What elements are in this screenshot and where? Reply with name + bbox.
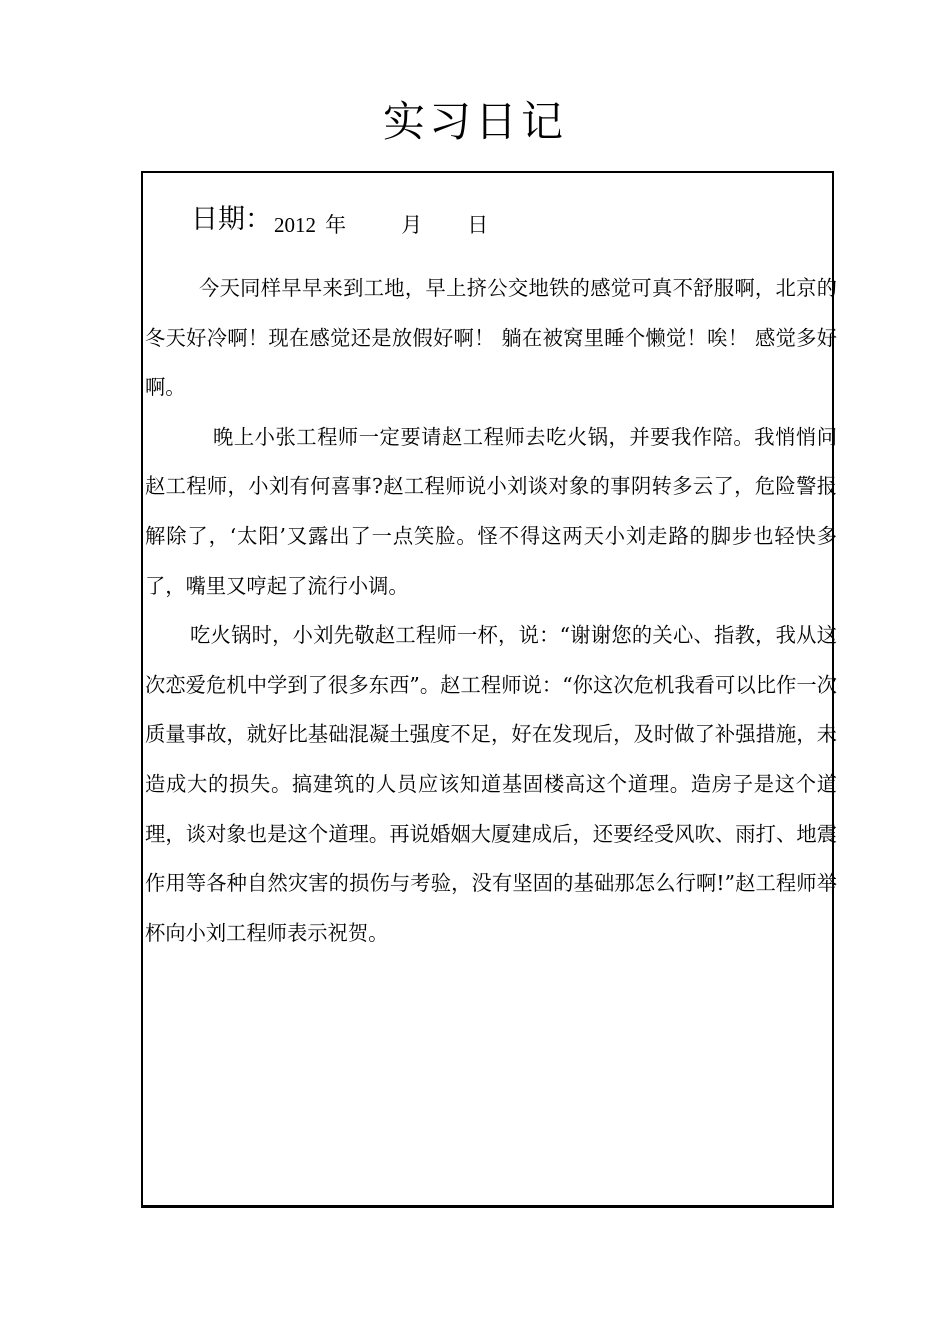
diary-paragraph-2: 晚上小张工程师一定要请赵工程师去吃火锅，并要我作陪。我悄悄问赵工程师，小刘有何喜事?赵工程师说小刘谈对象的事阴转多云了，危险警报解除了，‘太阳’又露出了一点笑脸。怪不得这两天小刘走路的脚步也轻快多了，嘴里又哼起了流行小调。	[145, 424, 837, 598]
date-label: 日期：	[191, 204, 272, 235]
diary-paragraph-1: 今天同样早早来到工地，早上挤公交地铁的感觉可真不舒服啊，北京的冬天好冷啊！现在感觉还是放假好啊！ 躺在被窝里睡个懒觉！唉！ 感觉多好啊。	[145, 276, 837, 400]
diary-body	[145, 264, 837, 958]
diary-paragraph-3: 吃火锅时，小刘先敬赵工程师一杯，说：“谢谢您的关心、指教，我从这次恋爱危机中学到了很多东西”。赵工程师说：“你这次危机我看可以比作一次质量事故，就好比基础混凝土强度不足，好在发现后，及时做了补强措施，未造成大的损失。搞建筑的人员应该知道基固楼高这个道理。造房子是这个道理，谈对象也是这个道理。再说婚姻大厦建成后，还要经受风吹、雨打、地震作用等各种自然灾害的损伤与考验，没有坚固的基础那怎么行啊!”赵工程师举杯向小刘工程师表示祝贺。	[145, 623, 837, 945]
date-month-unit: 月	[401, 213, 423, 237]
document-title: 实习日记	[382, 97, 567, 146]
date-year-unit: 年	[325, 213, 347, 237]
date-row	[191, 197, 488, 247]
date-day-unit: 日	[467, 213, 489, 237]
diary-entry-box	[141, 171, 837, 1208]
date-year: 2012	[274, 213, 316, 237]
